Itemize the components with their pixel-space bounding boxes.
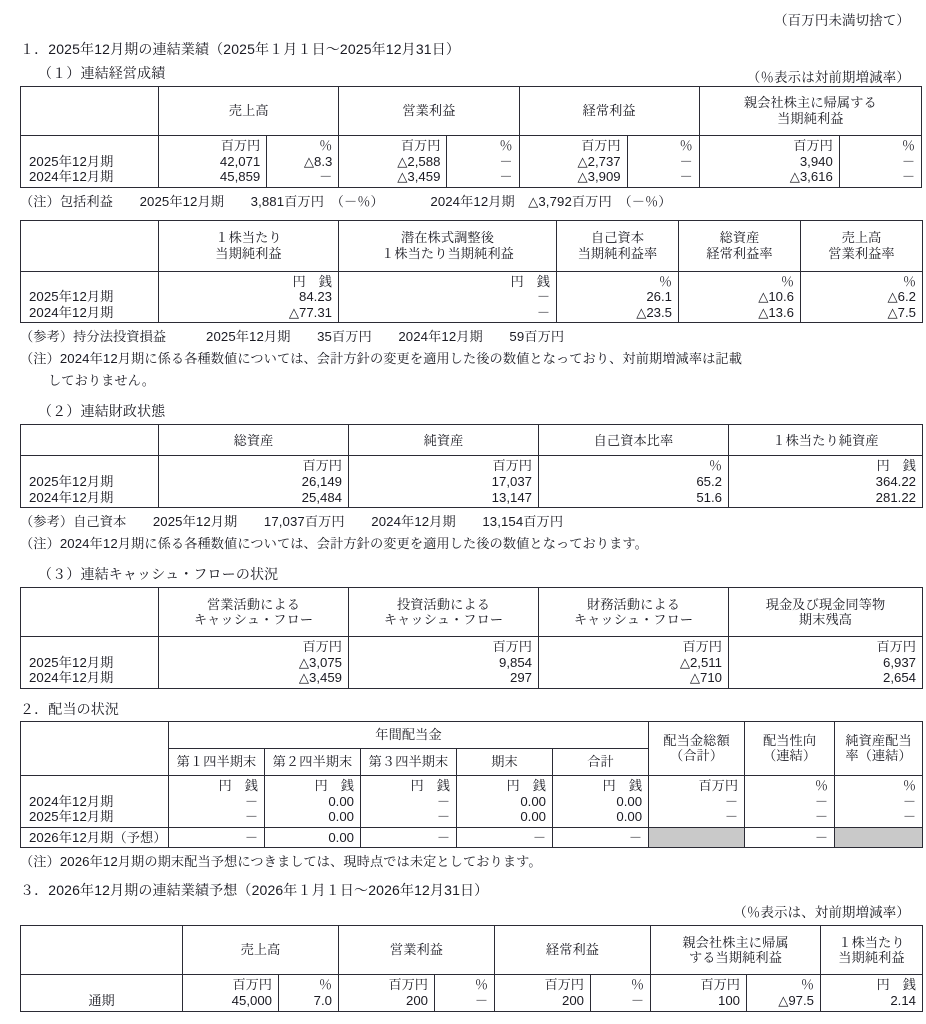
cell-cash-equivalents-fy2025: 6,937	[729, 655, 923, 671]
col-header-eps	[159, 220, 339, 271]
col-header-operating-income: 営業利益	[339, 926, 495, 975]
table-row-forecast	[21, 827, 923, 848]
cell-cash-equivalents-fy2024: 2,654	[729, 670, 923, 688]
unit-roa: ％	[679, 271, 801, 289]
col-header-net-sales: 売上高	[159, 87, 339, 136]
comprehensive-income-note: （注）包括利益 2025年12月期 3,881百万円 （－％） 2024年12月期 △3,792百万円 （－％）	[20, 193, 672, 209]
equity-reference-note: （参考）自己資本 2025年12月期 17,037百万円 2024年12月期 13,154百万円	[20, 514, 564, 530]
col-header-bps: １株当たり純資産	[729, 425, 923, 456]
col-header-cash-equivalents	[729, 588, 923, 637]
cell-q1-fy2024: －	[169, 794, 265, 810]
unit-row	[21, 456, 923, 474]
col-header-q3-end: 第３四半期末	[361, 748, 457, 775]
rounding-note: （百万円未満切捨て）	[774, 13, 910, 28]
row-label-fy2024: 2024年12月期	[21, 794, 169, 810]
row-label-fy2024: 2024年12月期	[21, 490, 159, 508]
cell-ordinary-income-forecast: 200	[495, 993, 591, 1012]
corner-cell	[21, 588, 159, 637]
cell-eps-fy2024: △77.31	[159, 305, 339, 323]
unit-net-assets: 百万円	[349, 456, 539, 474]
cell-diluted-eps-fy2024: －	[339, 305, 557, 323]
unit-row-blank	[21, 136, 159, 154]
table-header-row	[21, 425, 923, 456]
unit-row	[21, 136, 922, 154]
section1-title: １．2025年12月期の連結業績（2025年１月１日～2025年12月31日）	[20, 41, 460, 57]
cell-net-sales-pct-fy2024: －	[267, 169, 339, 187]
table-row	[21, 474, 923, 490]
cell-eps-forecast: 2.14	[821, 993, 923, 1012]
hdr-line2: １株当たり当期純利益	[381, 245, 514, 261]
corner-cell	[21, 721, 169, 775]
cell-year-end-fy2026: －	[457, 827, 553, 848]
hdr-line2: （合計）	[669, 748, 724, 764]
hdr-line2: 期末残高	[798, 612, 853, 628]
col-header-diluted-eps	[339, 220, 557, 271]
section1-sub2-title: （２）連結財政状態	[38, 403, 166, 420]
table-row	[21, 809, 923, 827]
cell-roa-fy2025: △10.6	[679, 289, 801, 305]
cell-q2-fy2026: 0.00	[265, 827, 361, 848]
table-row	[21, 655, 923, 671]
unit-row-blank	[21, 775, 169, 793]
unit-ordinary-income-pct: ％	[591, 975, 651, 993]
cell-ordinary-income-fy2024: △3,909	[519, 169, 627, 187]
cell-q2-fy2025: 0.00	[265, 809, 361, 827]
cell-net-income-pct-fy2024: －	[839, 169, 921, 187]
unit-ordinary-income-pct: ％	[627, 136, 699, 154]
unit-investing-cf: 百万円	[349, 637, 539, 655]
cell-total-dividends-fy2024: －	[649, 794, 745, 810]
hdr-line2: キャッシュ・フロー	[193, 612, 314, 628]
hdr-line1: 投資活動による	[396, 596, 490, 612]
unit-row-blank	[21, 637, 159, 655]
col-header-dividend-on-equity	[835, 721, 923, 775]
accounting-change-note-line1: （注）2024年12月期に係る各種数値については、会計方針の変更を適用した後の数値となっており、対前期増減率は記載	[20, 351, 742, 367]
cell-q3-fy2025: －	[361, 809, 457, 827]
cell-ordinary-income-pct-forecast: －	[591, 993, 651, 1012]
cell-bps-fy2025: 364.22	[729, 474, 923, 490]
hdr-line1: 売上高	[841, 230, 882, 246]
hdr-line2: キャッシュ・フロー	[573, 612, 694, 628]
hdr-line1: １株当たり	[215, 230, 282, 246]
cell-equity-ratio-fy2025: 65.2	[539, 474, 729, 490]
cell-net-assets-fy2025: 17,037	[349, 474, 539, 490]
hdr-line1: 現金及び現金同等物	[765, 596, 886, 612]
cell-operating-income-pct-fy2024: －	[447, 169, 519, 187]
unit-q1: 円 銭	[169, 775, 265, 793]
unit-row	[21, 975, 923, 993]
col-header-payout-ratio	[745, 721, 835, 775]
cell-operating-income-fy2025: △2,588	[339, 154, 447, 170]
hdr-line1: 総資産	[719, 230, 760, 246]
col-header-roe	[557, 220, 679, 271]
row-label-fy2025: 2025年12月期	[21, 289, 159, 305]
hdr-line1: 潜在株式調整後	[400, 230, 494, 246]
unit-row-blank	[21, 456, 159, 474]
cell-operating-margin-fy2024: △7.5	[801, 305, 923, 323]
cell-q1-fy2026: －	[169, 827, 265, 848]
section3-title: ３．2026年12月期の連結業績予想（2026年１月１日～2026年12月31日）	[20, 882, 489, 899]
cell-diluted-eps-fy2025: －	[339, 289, 557, 305]
unit-cash-equivalents: 百万円	[729, 637, 923, 655]
table-row	[21, 169, 922, 187]
accounting-change-note-cont: しておりません。	[48, 373, 156, 389]
unit-row-blank	[21, 271, 159, 289]
cell-operating-cf-fy2025: △3,075	[159, 655, 349, 671]
cell-ordinary-income-fy2025: △2,737	[519, 154, 627, 170]
hdr-line1: 親会社株主に帰属	[682, 934, 789, 950]
cell-operating-income-forecast: 200	[339, 993, 435, 1012]
unit-net-sales-pct: ％	[279, 975, 339, 993]
cell-doe-fy2025: －	[835, 809, 923, 827]
hdr-line2: 当期純利益	[215, 245, 282, 261]
unit-net-income-pct: ％	[839, 136, 921, 154]
unit-net-income-pct: ％	[747, 975, 821, 993]
cell-eps-fy2025: 84.23	[159, 289, 339, 305]
cell-net-income-fy2024: △3,616	[699, 169, 839, 187]
hdr-line2: 営業利益率	[828, 245, 895, 261]
col-header-line2: 当期純利益	[777, 111, 844, 126]
col-header-line1: 親会社株主に帰属する	[743, 95, 877, 111]
cell-financing-cf-fy2024: △710	[539, 670, 729, 688]
cell-net-income-fy2025: 3,940	[699, 154, 839, 170]
dividend-forecast-note: （注）2026年12月期の期末配当予想につきましては、現時点では未定としております。	[20, 854, 542, 870]
hdr-line1: 自己資本	[590, 230, 645, 246]
accounting-change-note-line2	[20, 370, 914, 389]
cell-net-sales-forecast: 45,000	[183, 993, 279, 1012]
unit-total: 円 銭	[553, 775, 649, 793]
dividend-status-table	[20, 721, 923, 848]
hdr-line2: 当期純利益	[838, 950, 905, 966]
unit-row	[21, 775, 923, 793]
cell-total-dividends-fy2025: －	[649, 809, 745, 827]
cell-net-income-forecast: 100	[651, 993, 747, 1012]
col-header-net-sales: 売上高	[183, 926, 339, 975]
unit-operating-income-pct: ％	[447, 136, 519, 154]
unit-net-sales: 百万円	[183, 975, 279, 993]
cell-total-assets-fy2024: 25,484	[159, 490, 349, 508]
cell-operating-income-pct-fy2025: －	[447, 154, 519, 170]
unit-roe: ％	[557, 271, 679, 289]
cell-net-sales-fy2025: 42,071	[159, 154, 267, 170]
row-label-fy2026-forecast: 2026年12月期（予想）	[21, 827, 169, 848]
col-header-net-income-attributable	[651, 926, 821, 975]
cell-net-income-pct-forecast: △97.5	[747, 993, 821, 1012]
unit-financing-cf: 百万円	[539, 637, 729, 655]
row-label-fy2025: 2025年12月期	[21, 809, 169, 827]
hdr-line2: キャッシュ・フロー	[383, 612, 504, 628]
row-label-fy2024: 2024年12月期	[21, 169, 159, 187]
cell-operating-cf-fy2024: △3,459	[159, 670, 349, 688]
unit-net-sales-pct: ％	[267, 136, 339, 154]
hdr-line1: １株当たり	[838, 934, 905, 950]
unit-row	[21, 637, 923, 655]
cell-net-sales-pct-forecast: 7.0	[279, 993, 339, 1012]
table-row	[21, 305, 923, 323]
unit-operating-income-pct: ％	[435, 975, 495, 993]
cell-roe-fy2025: 26.1	[557, 289, 679, 305]
cell-total-assets-fy2025: 26,149	[159, 474, 349, 490]
table-row	[21, 993, 923, 1012]
table-header-row	[21, 926, 923, 975]
row-label-fy2025: 2025年12月期	[21, 474, 159, 490]
unit-operating-cf: 百万円	[159, 637, 349, 655]
table-row	[21, 490, 923, 508]
col-header-net-assets: 純資産	[349, 425, 539, 456]
financial-accounting-note: （注）2024年12月期に係る各種数値については、会計方針の変更を適用した後の数値となっております。	[20, 536, 648, 552]
hdr-line2: する当期純利益	[688, 950, 782, 966]
col-header-equity-ratio: 自己資本比率	[539, 425, 729, 456]
cell-payout-ratio-fy2025: －	[745, 809, 835, 827]
unit-row	[21, 271, 923, 289]
unit-operating-income: 百万円	[339, 975, 435, 993]
row-label-fy2025: 2025年12月期	[21, 655, 159, 671]
cash-flow-table	[20, 587, 923, 689]
section1-sub1-title: （１）連結経営成績	[38, 65, 166, 81]
unit-net-sales: 百万円	[159, 136, 267, 154]
hdr-line1: 配当性向	[762, 732, 817, 748]
unit-payout-ratio: ％	[745, 775, 835, 793]
table-row	[21, 154, 922, 170]
cell-roa-fy2024: △13.6	[679, 305, 801, 323]
cell-payout-ratio-fy2026: －	[745, 827, 835, 848]
cell-equity-ratio-fy2024: 51.6	[539, 490, 729, 508]
table-header-row	[21, 220, 923, 271]
cell-total-dividends-fy2026-shaded	[649, 827, 745, 848]
section2-title: ２．配当の状況	[20, 700, 120, 717]
row-label-full-year: 通期	[21, 993, 183, 1012]
cell-q3-fy2024: －	[361, 794, 457, 810]
col-header-financing-cf	[539, 588, 729, 637]
unit-equity-ratio: ％	[539, 456, 729, 474]
cell-total-fy2026: －	[553, 827, 649, 848]
hdr-line2: （連結）	[762, 748, 817, 764]
financial-position-table	[20, 424, 923, 508]
table-row	[21, 289, 923, 305]
unit-ordinary-income: 百万円	[519, 136, 627, 154]
cell-operating-margin-fy2025: △6.2	[801, 289, 923, 305]
cell-q2-fy2024: 0.00	[265, 794, 361, 810]
col-header-investing-cf	[349, 588, 539, 637]
cell-operating-income-fy2024: △3,459	[339, 169, 447, 187]
cell-payout-ratio-fy2024: －	[745, 794, 835, 810]
section3-right-note: （％表示は、対前期増減率）	[733, 905, 910, 921]
col-header-operating-margin	[801, 220, 923, 271]
cell-net-assets-fy2024: 13,147	[349, 490, 539, 508]
section1-sub3-title: （３）連結キャッシュ・フローの状況	[38, 566, 279, 583]
cell-year-end-fy2025: 0.00	[457, 809, 553, 827]
unit-net-income: 百万円	[651, 975, 747, 993]
col-header-eps	[821, 926, 923, 975]
hdr-line1: 営業活動による	[206, 596, 300, 612]
cell-net-sales-fy2024: 45,859	[159, 169, 267, 187]
hdr-line2: 率（連結）	[845, 748, 912, 764]
table-header-row	[21, 588, 923, 637]
unit-eps: 円 銭	[159, 271, 339, 289]
row-label-fy2025: 2025年12月期	[21, 154, 159, 170]
col-header-ordinary-income: 経常利益	[495, 926, 651, 975]
cell-total-fy2024: 0.00	[553, 794, 649, 810]
unit-diluted-eps: 円 銭	[339, 271, 557, 289]
col-header-ordinary-income: 経常利益	[519, 87, 699, 136]
cell-total-fy2025: 0.00	[553, 809, 649, 827]
col-header-q1-end: 第１四半期末	[169, 748, 265, 775]
cell-net-sales-pct-fy2025: △8.3	[267, 154, 339, 170]
col-header-year-end: 期末	[457, 748, 553, 775]
unit-bps: 円 銭	[729, 456, 923, 474]
group-header-annual-dividend: 年間配当金	[169, 721, 649, 748]
col-header-q2-end: 第２四半期末	[265, 748, 361, 775]
corner-cell	[21, 87, 159, 136]
unit-eps: 円 銭	[821, 975, 923, 993]
col-header-total-assets: 総資産	[159, 425, 349, 456]
cell-financing-cf-fy2025: △2,511	[539, 655, 729, 671]
cell-bps-fy2024: 281.22	[729, 490, 923, 508]
earnings-forecast-table	[20, 925, 923, 1012]
hdr-line1: 純資産配当	[845, 732, 912, 748]
hdr-line2: 経常利益率	[706, 245, 773, 261]
equity-method-note: （参考）持分法投資損益 2025年12月期 35百万円 2024年12月期 59百万円	[20, 329, 565, 345]
unit-year-end: 円 銭	[457, 775, 553, 793]
col-header-operating-income: 営業利益	[339, 87, 519, 136]
hdr-line2: 当期純利益率	[577, 245, 658, 261]
cell-roe-fy2024: △23.5	[557, 305, 679, 323]
unit-net-income: 百万円	[699, 136, 839, 154]
table-header-row	[21, 87, 922, 136]
cell-net-income-pct-fy2025: －	[839, 154, 921, 170]
col-header-total-dividends	[649, 721, 745, 775]
unit-ordinary-income: 百万円	[495, 975, 591, 993]
col-header-total: 合計	[553, 748, 649, 775]
cell-doe-fy2026-shaded	[835, 827, 923, 848]
consolidated-performance-table	[20, 86, 922, 188]
col-header-net-income-attributable	[699, 87, 921, 136]
table-header-row-group	[21, 721, 923, 748]
unit-total-dividends: 百万円	[649, 775, 745, 793]
unit-q2: 円 銭	[265, 775, 361, 793]
hdr-line1: 配当金総額	[663, 732, 730, 748]
hdr-line1: 財務活動による	[586, 596, 680, 612]
row-label-fy2024: 2024年12月期	[21, 670, 159, 688]
cell-doe-fy2024: －	[835, 794, 923, 810]
cell-operating-income-pct-forecast: －	[435, 993, 495, 1012]
col-header-roa	[679, 220, 801, 271]
cell-investing-cf-fy2024: 297	[349, 670, 539, 688]
cell-q1-fy2025: －	[169, 809, 265, 827]
table-row	[21, 670, 923, 688]
cell-ordinary-income-pct-fy2024: －	[627, 169, 699, 187]
unit-doe: ％	[835, 775, 923, 793]
section1-sub1-note: （％表示は対前期増減率）	[746, 70, 910, 85]
corner-cell	[21, 220, 159, 271]
corner-cell	[21, 425, 159, 456]
corner-cell	[21, 926, 183, 975]
per-share-indicators-table	[20, 220, 923, 324]
cell-ordinary-income-pct-fy2025: －	[627, 154, 699, 170]
unit-operating-income: 百万円	[339, 136, 447, 154]
row-label-fy2024: 2024年12月期	[21, 305, 159, 323]
unit-q3: 円 銭	[361, 775, 457, 793]
table-row	[21, 794, 923, 810]
cell-q3-fy2026: －	[361, 827, 457, 848]
unit-operating-margin: ％	[801, 271, 923, 289]
cell-year-end-fy2024: 0.00	[457, 794, 553, 810]
unit-total-assets: 百万円	[159, 456, 349, 474]
col-header-operating-cf	[159, 588, 349, 637]
cell-investing-cf-fy2025: 9,854	[349, 655, 539, 671]
unit-row-blank	[21, 975, 183, 993]
